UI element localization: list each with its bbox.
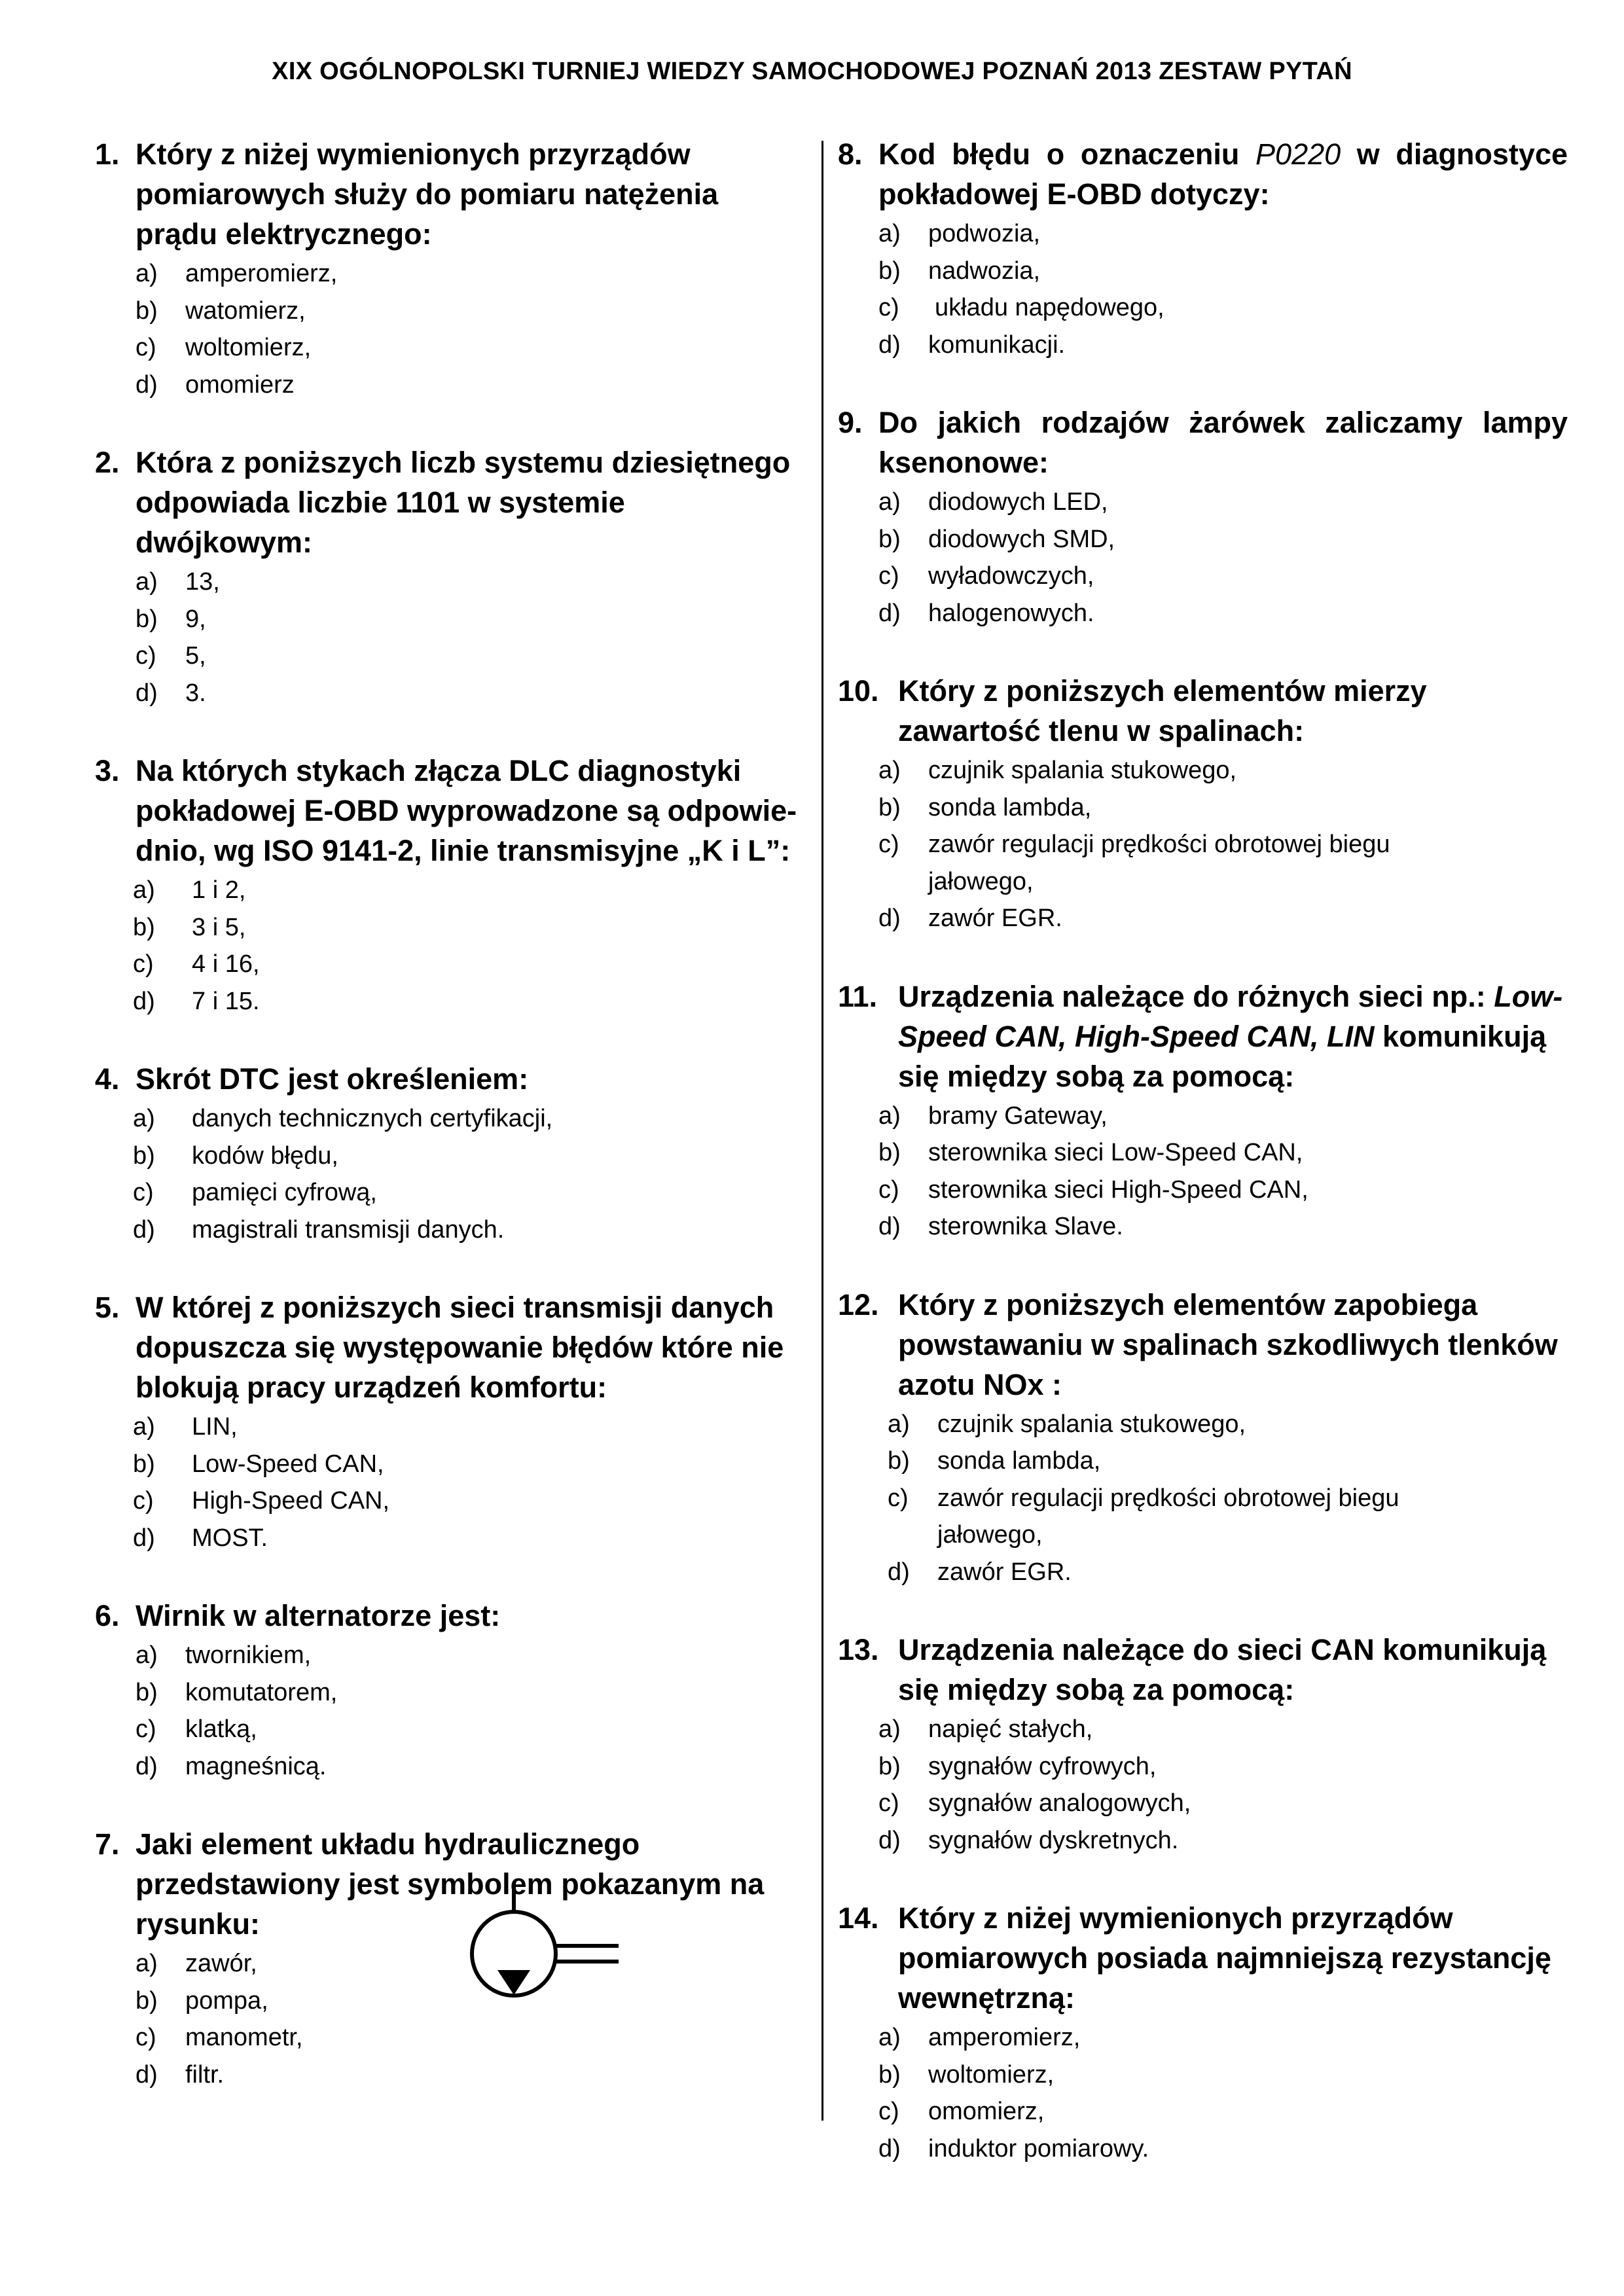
option-letter: d) [135, 1752, 158, 1780]
question-text: W której z poniższych sieci transmisji danych dopuszcza się występowanie błędów które nie blokują pracy urządzeń komfortu: [135, 1291, 784, 1404]
option-text: 13, [185, 568, 220, 596]
answer-option [95, 1408, 805, 1446]
answer-option [95, 2056, 805, 2094]
answer-option [838, 1711, 1568, 1748]
answer-option [838, 2056, 1568, 2094]
option-text: amperomierz, [928, 2024, 1081, 2051]
question-text: Urządzenia należące do różnych sieci np.: Low-Speed CAN, High-Speed CAN, LIN komunikują się między sobą za pomocą: [898, 979, 1563, 1093]
answer-option [838, 558, 1568, 595]
page-title: XIX OGÓLNOPOLSKI TURNIEJ WIEDZY SAMOCHODOWEJ POZNAŃ 2013 ZESTAW PYTAŃ [272, 58, 1352, 85]
option-letter: a) [878, 757, 901, 784]
question-5 [95, 1287, 805, 1556]
option-text: czujnik spalania stukowego, [928, 757, 1237, 784]
answer-option [838, 1822, 1568, 1859]
option-text: LIN, [192, 1413, 238, 1441]
question-number: 1. [95, 137, 120, 171]
answer-option [95, 909, 805, 946]
right-column [838, 134, 1568, 2206]
option-letter: a) [878, 488, 901, 516]
option-text: 7 i 15. [192, 987, 260, 1015]
answer-option [838, 595, 1568, 632]
answer-option [838, 1748, 1568, 1785]
question-number: 13. [838, 1633, 879, 1666]
option-text: 9, [185, 605, 206, 633]
option-letter: d) [878, 1213, 901, 1240]
question-text: Która z poniższych liczb systemu dziesiętnego odpowiada liczbie 1101 w systemie dwójkowym: [135, 446, 791, 559]
option-text: sterownika sieci High-Speed CAN, [928, 1175, 1308, 1204]
question-8 [838, 134, 1568, 363]
option-letter: c) [878, 831, 899, 858]
question-number: 14. [838, 1901, 879, 1935]
option-text: zawór EGR. [928, 905, 1062, 932]
answer-option [838, 789, 1568, 827]
question-6 [95, 1596, 805, 1785]
option-letter: d) [133, 987, 155, 1015]
question-10 [838, 671, 1568, 937]
answer-option [95, 1711, 805, 1748]
question-number: 11. [838, 979, 878, 1013]
option-letter: d) [878, 2134, 901, 2162]
answer-option [95, 601, 805, 638]
option-text: pompa, [185, 1986, 268, 2015]
option-letter: a) [878, 220, 901, 247]
option-letter: c) [133, 1487, 154, 1515]
answer-option [95, 2019, 805, 2056]
option-letter: a) [135, 1950, 158, 1977]
option-letter: c) [133, 950, 154, 978]
option-letter: b) [878, 2060, 901, 2089]
option-text: kodów błędu, [192, 1141, 338, 1170]
option-letter: c) [135, 642, 156, 670]
question-text: Kod błędu o oznaczeniu P0220 w diagnostyce pokładowej E-OBD dotyczy: [878, 137, 1568, 211]
answer-option [838, 2019, 1568, 2056]
answer-option [838, 1134, 1568, 1172]
answer-option [838, 1554, 1568, 1591]
question-number: 3. [95, 754, 120, 787]
option-text: 3 i 5, [192, 913, 246, 941]
answer-option [95, 329, 805, 367]
option-text: sygnałów analogowych, [928, 1789, 1191, 1817]
option-text: sterownika Slave. [928, 1213, 1123, 1240]
option-text: omomierz [185, 370, 295, 399]
option-letter: b) [135, 605, 158, 633]
option-letter: a) [135, 568, 158, 596]
answer-option [95, 367, 805, 404]
question-11 [838, 977, 1568, 1246]
answer-option [95, 293, 805, 330]
answer-option [838, 2130, 1568, 2168]
option-letter: c) [888, 1484, 909, 1512]
answer-option [95, 564, 805, 601]
answer-option [838, 215, 1568, 253]
option-letter: a) [133, 876, 155, 904]
option-text: MOST. [192, 1524, 268, 1552]
question-number: 10. [838, 674, 879, 708]
answer-option [95, 872, 805, 909]
answer-option [95, 637, 805, 675]
question-text: Wirnik w alternatorze jest: [135, 1599, 501, 1632]
option-text: diodowych SMD, [928, 525, 1115, 553]
option-letter: b) [135, 296, 158, 325]
question-1 [95, 134, 805, 403]
option-letter: c) [135, 334, 156, 361]
option-text: woltomierz, [928, 2060, 1055, 2089]
network-names: Low-Speed CAN, High-Speed CAN, LIN [898, 979, 1563, 1053]
question-text: Jaki element układu hydraulicznego przedstawiony jest symbolem pokazanym na rysunku: [135, 1827, 765, 1941]
option-text: manometr, [185, 2024, 303, 2051]
question-number: 5. [95, 1291, 120, 1324]
answer-option [95, 1520, 805, 1557]
option-letter: a) [133, 1413, 155, 1441]
column-divider [821, 141, 823, 2121]
option-letter: c) [878, 562, 899, 590]
answer-option [95, 1100, 805, 1138]
option-text: halogenowych. [928, 599, 1094, 627]
answer-option [838, 826, 1568, 900]
option-text: 4 i 16, [192, 950, 260, 978]
answer-option [95, 983, 805, 1020]
option-letter: d) [878, 905, 901, 932]
option-text: woltomierz, [185, 334, 312, 361]
question-text: Który z poniższych elementów mierzy zawartość tlenu w spalinach: [898, 674, 1427, 747]
option-letter: d) [135, 679, 158, 707]
option-text: sonda lambda, [937, 1447, 1101, 1475]
option-text: 3. [185, 679, 206, 707]
answer-option [838, 327, 1568, 364]
answer-option [838, 1208, 1568, 1246]
option-text: bramy Gateway, [928, 1102, 1108, 1130]
answer-option [838, 2093, 1568, 2130]
option-letter: b) [878, 525, 901, 553]
answer-option [838, 289, 1568, 327]
question-number: 2. [95, 446, 120, 479]
option-letter: c) [878, 1175, 899, 1204]
question-3 [95, 751, 805, 1020]
option-letter: a) [135, 1641, 158, 1669]
option-text: zawór EGR. [937, 1558, 1072, 1586]
question-12 [838, 1285, 1568, 1591]
option-text: 1 i 2, [192, 876, 246, 904]
option-letter: a) [133, 1105, 155, 1132]
option-letter: b) [133, 1450, 155, 1478]
option-letter: d) [133, 1215, 155, 1244]
option-text: magistrali transmisji danych. [192, 1215, 505, 1244]
answer-option [95, 675, 805, 712]
question-number: 4. [95, 1062, 120, 1096]
option-text: danych technicznych certyfikacji, [192, 1105, 553, 1132]
option-letter: b) [135, 1678, 158, 1706]
question-number: 8. [838, 137, 863, 171]
question-number: 12. [838, 1287, 879, 1321]
answer-option [95, 1446, 805, 1483]
answer-option [838, 1443, 1568, 1480]
option-letter: c) [135, 1715, 156, 1743]
option-text: omomierz, [928, 2098, 1045, 2125]
option-letter: b) [878, 257, 901, 285]
question-14 [838, 1898, 1568, 2167]
option-letter: b) [878, 1752, 901, 1780]
answer-option [95, 1748, 805, 1785]
answer-option [95, 1482, 805, 1520]
option-letter: b) [133, 1141, 155, 1170]
question-13 [838, 1630, 1568, 1859]
option-text: sonda lambda, [928, 793, 1092, 821]
question-text: Urządzenia należące do sieci CAN komunikują się między sobą za pomocą: [898, 1633, 1547, 1706]
answer-option [838, 1098, 1568, 1135]
option-letter: d) [135, 370, 158, 399]
option-text: twornikiem, [185, 1641, 312, 1669]
option-letter: c) [878, 2098, 899, 2125]
option-text: zawór regulacji prędkości obrotowej biegu jałowego, [928, 831, 1390, 895]
option-text: układu napędowego, [935, 294, 1164, 321]
question-number: 9. [838, 406, 863, 439]
option-text: napięć stałych, [928, 1715, 1093, 1743]
option-letter: c) [135, 2024, 156, 2051]
option-text: diodowych LED, [928, 488, 1108, 516]
answer-option [838, 752, 1568, 789]
option-letter: d) [133, 1524, 155, 1552]
question-4 [95, 1059, 805, 1248]
option-letter: b) [888, 1447, 910, 1475]
option-letter: a) [878, 1102, 901, 1130]
option-letter: b) [133, 913, 155, 941]
option-letter: a) [878, 2024, 901, 2051]
answer-option [838, 521, 1568, 558]
answer-option [95, 1637, 805, 1674]
option-text: amperomierz, [185, 260, 338, 287]
option-letter: d) [878, 599, 901, 627]
hydraulic-pump-symbol-icon [393, 1878, 635, 2016]
option-letter: c) [878, 294, 899, 321]
option-letter: c) [133, 1179, 154, 1206]
option-text: zawór regulacji prędkości obrotowej biegu jałowego, [937, 1484, 1399, 1549]
option-letter: a) [878, 1715, 901, 1743]
option-text: Low-Speed CAN, [192, 1450, 384, 1478]
question-text: Do jakich rodzajów żarówek zaliczamy lampy ksenonowe: [878, 406, 1568, 479]
option-text: 5, [185, 642, 206, 670]
option-letter: d) [888, 1558, 910, 1586]
option-text: komunikacji. [928, 331, 1066, 359]
option-letter: d) [878, 331, 901, 359]
option-text: High-Speed CAN, [192, 1487, 390, 1515]
option-letter: b) [135, 1986, 158, 2015]
option-text: magneśnicą. [185, 1752, 327, 1780]
option-letter: b) [878, 793, 901, 821]
error-code: P0220 [1255, 137, 1341, 171]
option-text: klatką, [185, 1715, 257, 1743]
option-text: sterownika sieci Low-Speed CAN, [928, 1139, 1303, 1166]
option-text: nadwozia, [928, 257, 1041, 285]
answer-option [838, 900, 1568, 937]
option-letter: d) [878, 1826, 901, 1854]
question-text: Który z niżej wymienionych przyrządów pomiarowych posiada najmniejszą rezystancję wewnętrzną: [898, 1901, 1551, 2015]
question-text: Na których stykach złącza DLC diagnostyki pokładowej E-OBD wyprowadzone są odpowie-dnio, wg ISO 9141-2, linie transmisyjne „K i L”: [135, 754, 797, 867]
question-text: Który z niżej wymienionych przyrządów pomiarowych służy do pomiaru natężenia prądu elektrycznego: [135, 137, 719, 251]
answer-option [838, 1785, 1568, 1822]
question-number: 6. [95, 1599, 120, 1632]
option-text: sygnałów dyskretnych. [928, 1826, 1179, 1854]
answer-option [95, 946, 805, 983]
option-text: induktor pomiarowy. [928, 2134, 1149, 2162]
option-letter: a) [135, 260, 158, 287]
question-text: Który z poniższych elementów zapobiega powstawaniu w spalinach szkodliwych tlenków azotu NOx : [898, 1287, 1558, 1401]
answer-option [95, 1211, 805, 1249]
question-text: Skrót DTC jest określeniem: [135, 1062, 529, 1096]
option-text: pamięci cyfrową, [192, 1179, 377, 1206]
option-text: filtr. [185, 2060, 225, 2089]
answer-option [95, 1674, 805, 1712]
answer-option [838, 253, 1568, 290]
answer-option [95, 1174, 805, 1211]
option-text: watomierz, [185, 296, 306, 325]
answer-option [95, 1138, 805, 1175]
question-9 [838, 403, 1568, 632]
option-letter: c) [878, 1789, 899, 1817]
option-text: czujnik spalania stukowego, [937, 1410, 1246, 1438]
left-column [95, 134, 805, 2132]
option-text: sygnałów cyfrowych, [928, 1752, 1157, 1780]
option-letter: b) [878, 1139, 901, 1166]
question-number: 7. [95, 1827, 120, 1861]
answer-option [95, 255, 805, 293]
option-text: zawór, [185, 1950, 257, 1977]
answer-option [838, 1406, 1568, 1443]
answer-option [838, 1172, 1568, 1209]
option-text: komutatorem, [185, 1678, 338, 1706]
option-text: podwozia, [928, 220, 1041, 247]
question-2 [95, 442, 805, 711]
answer-option [838, 1480, 1568, 1554]
option-letter: d) [135, 2060, 158, 2089]
option-text: wyładowczych, [928, 562, 1094, 590]
answer-option [838, 484, 1568, 521]
option-letter: a) [888, 1410, 910, 1438]
